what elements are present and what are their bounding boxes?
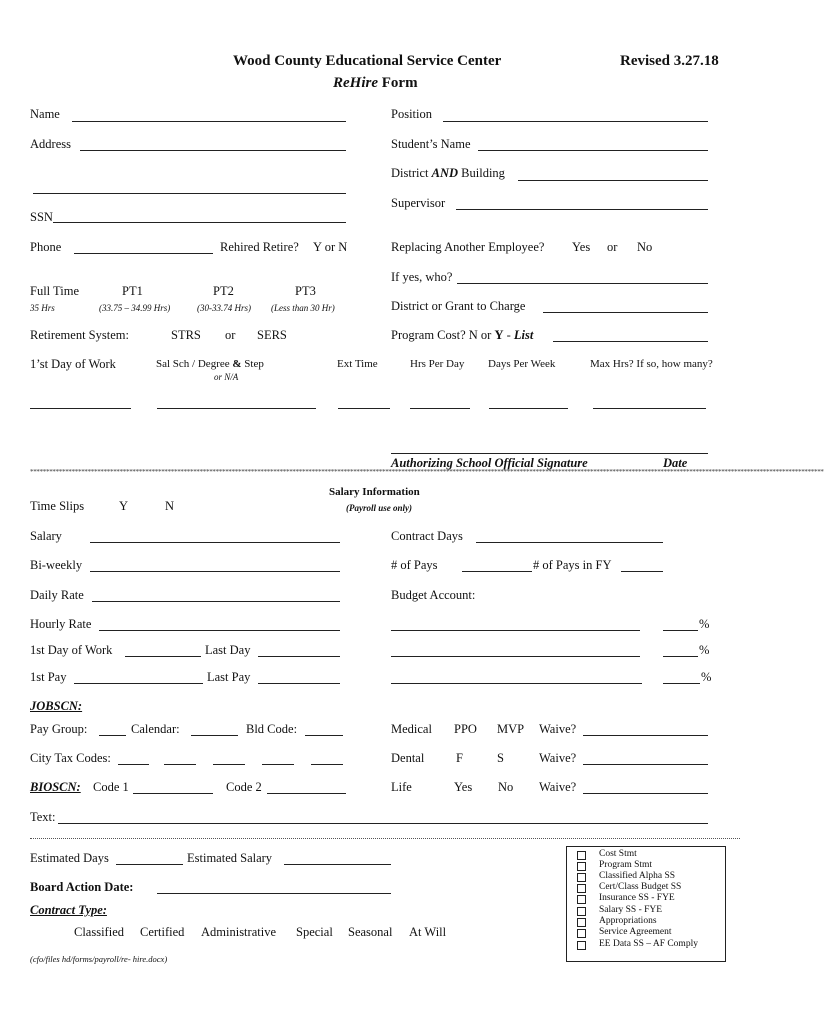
contract-at-will[interactable]: At Will	[409, 925, 447, 939]
contract-days-label: Contract Days	[391, 529, 463, 543]
checklist-item: Appropriations	[599, 916, 657, 926]
checklist-item: Cost Stmt	[599, 849, 637, 859]
code2-label: Code 2	[226, 780, 262, 794]
text-field[interactable]	[58, 823, 708, 824]
max-hrs-label: Max Hrs? If so, how many?	[590, 358, 713, 370]
sers-option[interactable]: SERS	[257, 328, 287, 342]
city-tax-field-1[interactable]	[118, 764, 149, 765]
time-slips-n[interactable]: N	[165, 499, 175, 513]
daily-rate-label: Daily Rate	[30, 588, 84, 602]
daily-rate-field[interactable]	[92, 601, 340, 602]
biweekly-label: Bi-weekly	[30, 558, 83, 572]
life-label: Life	[391, 780, 412, 794]
biweekly-field[interactable]	[90, 571, 340, 572]
address-field[interactable]	[80, 150, 346, 151]
dotted-divider	[30, 838, 740, 839]
city-tax-field-4[interactable]	[262, 764, 294, 765]
star-divider: ********************************************************************************************************************************************************************************************************************************************************	[30, 468, 824, 476]
if-yes-field[interactable]	[457, 283, 708, 284]
pays-fy-label: # of Pays in FY	[533, 558, 612, 572]
program-cost-field[interactable]	[553, 341, 708, 342]
full-time-label[interactable]: Full Time	[30, 284, 79, 298]
checkbox[interactable]	[577, 918, 586, 927]
checklist-box	[566, 846, 726, 962]
bioscn-heading: BIOSCN:	[30, 780, 81, 794]
program-cost-label: Program Cost? N or Y - List	[391, 328, 534, 342]
retirement-label: Retirement System:	[30, 328, 129, 342]
sal-sch-label: Sal Sch / Degree & Step	[156, 358, 264, 370]
first-pay-field[interactable]	[74, 683, 203, 684]
ssn-label: SSN	[30, 210, 53, 224]
medical-waive-label: Waive?	[539, 722, 577, 736]
checklist-item: EE Data SS – AF Comply	[599, 939, 698, 949]
checklist-item: Program Stmt	[599, 860, 653, 870]
budget-pct-field-1[interactable]	[663, 630, 698, 631]
last-pay-field[interactable]	[258, 683, 340, 684]
pt3-range: (Less than 30 Hr)	[271, 303, 335, 313]
days-per-week-label: Days Per Week	[488, 358, 556, 370]
budget-pct-field-2[interactable]	[663, 656, 698, 657]
medical-label: Medical	[391, 722, 432, 736]
replacing-yes[interactable]: Yes	[572, 240, 591, 254]
contract-administrative[interactable]: Administrative	[201, 925, 276, 939]
sal-sch-field[interactable]	[157, 408, 316, 409]
est-salary-label: Estimated Salary	[187, 851, 273, 865]
signature-label: Authorizing School Official Signature	[391, 456, 588, 470]
students-name-field[interactable]	[478, 150, 708, 151]
board-action-label: Board Action Date:	[30, 880, 134, 894]
first-pay-label: 1st Pay	[30, 670, 67, 684]
phone-label: Phone	[30, 240, 62, 254]
footer-path: (cfo/files hd/forms/payroll/re- hire.docx)	[30, 954, 168, 964]
address-line-2[interactable]	[33, 193, 346, 194]
name-label: Name	[30, 107, 60, 121]
position-label: Position	[391, 107, 432, 121]
if-yes-label: If yes, who?	[391, 270, 453, 284]
salary-label: Salary	[30, 529, 62, 543]
life-yes[interactable]: Yes	[454, 780, 473, 794]
rehired-yn[interactable]: Y or N	[313, 240, 348, 254]
hrs35-note: 35 Hrs	[30, 303, 55, 313]
est-days-field[interactable]	[116, 864, 183, 865]
contract-certified[interactable]: Certified	[140, 925, 185, 939]
code1-label: Code 1	[93, 780, 129, 794]
last-day-label: Last Day	[205, 643, 251, 657]
num-pays-field[interactable]	[462, 571, 532, 572]
code2-field[interactable]	[267, 793, 346, 794]
medical-waive-field[interactable]	[583, 735, 708, 736]
budget-account-field-2[interactable]	[391, 656, 640, 657]
salary-info-title: Salary Information	[329, 486, 420, 498]
pays-fy-field[interactable]	[621, 571, 663, 572]
checkbox[interactable]	[577, 873, 586, 882]
checklist-item: Classified Alpha SS	[599, 871, 676, 881]
calendar-field[interactable]	[191, 735, 238, 736]
replacing-no[interactable]: No	[637, 240, 653, 254]
payroll-use-note: (Payroll use only)	[346, 503, 412, 513]
checkbox[interactable]	[577, 907, 586, 916]
students-name-label: Student’s Name	[391, 137, 471, 151]
grant-label: District or Grant to Charge	[391, 299, 526, 313]
est-days-label: Estimated Days	[30, 851, 109, 865]
position-field[interactable]	[443, 121, 708, 122]
medical-ppo[interactable]: PPO	[454, 722, 477, 736]
strs-option[interactable]: STRS	[171, 328, 201, 342]
pt1-range: (33.75 – 34.99 Hrs)	[99, 303, 171, 313]
first-day-label: 1st Day of Work	[30, 643, 113, 657]
dental-label: Dental	[391, 751, 425, 765]
district-building-field[interactable]	[518, 180, 708, 181]
signature-date-label: Date	[663, 456, 688, 470]
budget-account-field-3[interactable]	[391, 683, 642, 684]
supervisor-label: Supervisor	[391, 196, 446, 210]
est-salary-field[interactable]	[284, 864, 391, 865]
checklist-item: Salary SS - FYE	[599, 905, 663, 915]
replacing-label: Replacing Another Employee?	[391, 240, 545, 254]
checkbox[interactable]	[577, 895, 586, 904]
city-tax-field-3[interactable]	[213, 764, 245, 765]
checkbox[interactable]	[577, 884, 586, 893]
signature-field[interactable]	[391, 453, 708, 454]
phone-field[interactable]	[74, 253, 213, 254]
ext-time-field[interactable]	[338, 408, 390, 409]
jobscn-heading: JOBSCN:	[30, 699, 83, 713]
last-day-field[interactable]	[258, 656, 340, 657]
contract-seasonal[interactable]: Seasonal	[348, 925, 393, 939]
dental-waive-label: Waive?	[539, 751, 577, 765]
pct-symbol-2: %	[699, 643, 710, 657]
district-building-label: District AND Building	[391, 166, 505, 180]
form-title: ReHire Form	[333, 75, 418, 91]
city-tax-label: City Tax Codes:	[30, 751, 111, 765]
name-field[interactable]	[72, 121, 346, 122]
checkbox[interactable]	[577, 862, 586, 871]
checkbox[interactable]	[577, 941, 586, 950]
days-per-week-field[interactable]	[489, 408, 568, 409]
last-pay-label: Last Pay	[207, 670, 251, 684]
max-hrs-field[interactable]	[593, 408, 706, 409]
contract-days-field[interactable]	[476, 542, 663, 543]
dental-s[interactable]: S	[497, 751, 504, 765]
pt3-label[interactable]: PT3	[295, 284, 316, 298]
hourly-rate-label: Hourly Rate	[30, 617, 92, 631]
org-title: Wood County Educational Service Center	[233, 53, 502, 69]
medical-mvp[interactable]: MVP	[497, 722, 525, 736]
retirement-or: or	[225, 328, 236, 342]
life-no[interactable]: No	[498, 780, 514, 794]
pct-symbol-3: %	[701, 670, 712, 684]
replacing-or: or	[607, 240, 618, 254]
budget-account-label: Budget Account:	[391, 588, 476, 602]
checklist-item: Insurance SS - FYE	[599, 893, 675, 903]
budget-pct-field-3[interactable]	[663, 683, 700, 684]
pt1-label[interactable]: PT1	[122, 284, 143, 298]
city-tax-field-5[interactable]	[311, 764, 343, 765]
contract-type-heading: Contract Type:	[30, 903, 107, 917]
board-action-field[interactable]	[157, 893, 391, 894]
address-label: Address	[30, 137, 71, 151]
dental-f[interactable]: F	[456, 751, 463, 765]
pct-symbol-1: %	[699, 617, 710, 631]
first-day-work-label: 1’st Day of Work	[30, 357, 116, 371]
grant-field[interactable]	[543, 312, 708, 313]
salary-field[interactable]	[90, 542, 340, 543]
hrs-per-day-label: Hrs Per Day	[410, 358, 465, 370]
or-na-note: or N/A	[214, 372, 239, 382]
time-slips-label: Time Slips	[30, 499, 85, 513]
time-slips-y[interactable]: Y	[119, 499, 129, 513]
life-waive-label: Waive?	[539, 780, 577, 794]
first-day-field[interactable]	[125, 656, 201, 657]
calendar-label: Calendar:	[131, 722, 180, 736]
hourly-rate-field[interactable]	[99, 630, 340, 631]
contract-classified[interactable]: Classified	[74, 925, 124, 939]
supervisor-field[interactable]	[456, 209, 708, 210]
checklist-item: Service Agreement	[599, 927, 672, 937]
pay-group-field[interactable]	[99, 735, 126, 736]
life-waive-field[interactable]	[583, 793, 708, 794]
first-day-work-field[interactable]	[30, 408, 131, 409]
bld-code-label: Bld Code:	[246, 722, 298, 736]
pt2-label[interactable]: PT2	[213, 284, 234, 298]
pay-group-label: Pay Group:	[30, 722, 88, 736]
contract-special[interactable]: Special	[296, 925, 333, 939]
text-label: Text:	[30, 810, 56, 824]
checklist-item: Cert/Class Budget SS	[599, 882, 682, 892]
code1-field[interactable]	[133, 793, 213, 794]
pt2-range: (30-33.74 Hrs)	[197, 303, 251, 313]
revised-date: Revised 3.27.18	[620, 53, 719, 69]
num-pays-label: # of Pays	[391, 558, 438, 572]
ssn-field[interactable]	[53, 222, 346, 223]
budget-account-field-1[interactable]	[391, 630, 640, 631]
city-tax-field-2[interactable]	[164, 764, 196, 765]
ext-time-label: Ext Time	[337, 358, 378, 370]
hrs-per-day-field[interactable]	[410, 408, 470, 409]
checkbox[interactable]	[577, 851, 586, 860]
dental-waive-field[interactable]	[583, 764, 708, 765]
bld-code-field[interactable]	[305, 735, 343, 736]
rehired-retire-label: Rehired Retire?	[220, 240, 299, 254]
checkbox[interactable]	[577, 929, 586, 938]
